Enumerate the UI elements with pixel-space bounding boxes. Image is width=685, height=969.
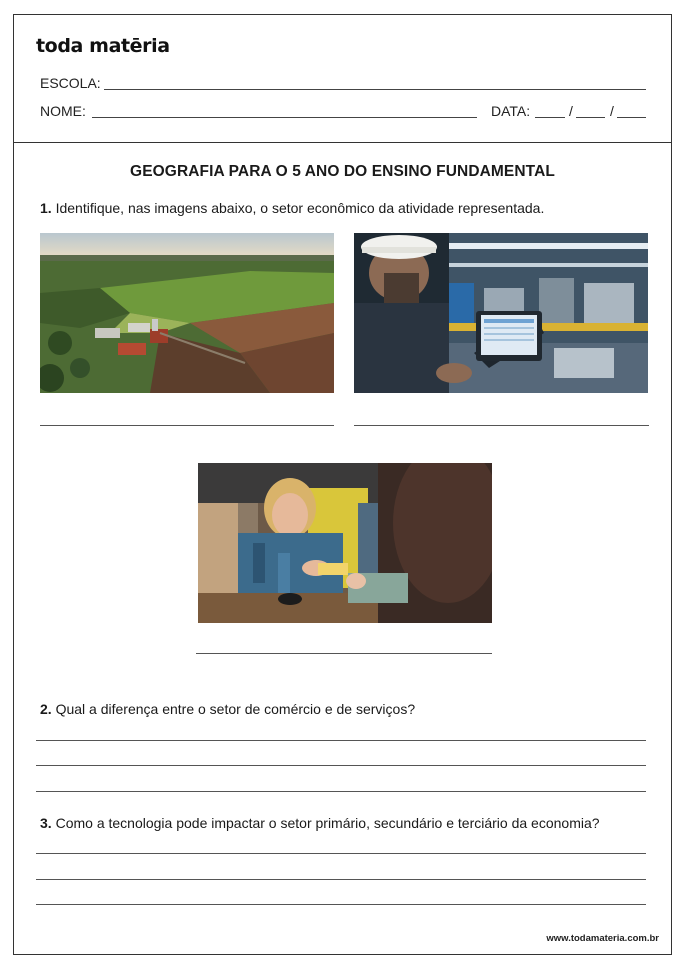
answer-line[interactable]: [36, 879, 646, 880]
date-day-line[interactable]: [535, 117, 565, 118]
question-1: [40, 200, 544, 216]
question-2: [40, 701, 415, 717]
footer-url[interactable]: www.todamateria.com.br: [546, 933, 659, 944]
answer-line-image-2[interactable]: [354, 425, 649, 426]
school-input-line[interactable]: [104, 89, 646, 90]
school-label: ESCOLA:: [40, 75, 101, 91]
answer-line[interactable]: [36, 740, 646, 741]
answer-line[interactable]: [36, 904, 646, 905]
question-number: 1.: [40, 200, 52, 216]
date-year-line[interactable]: [617, 117, 646, 118]
shop-payment-photo: [198, 463, 492, 623]
farm-landscape-photo: [40, 233, 334, 393]
question-text: Identifique, nas imagens abaixo, o setor econômico da atividade representada.: [55, 200, 545, 216]
brand-logo: toda matēria: [36, 35, 170, 57]
question-text: Como a tecnologia pode impactar o setor primário, secundário e terciário da economia?: [55, 815, 600, 831]
date-separator: /: [610, 103, 614, 119]
worksheet-title: GEOGRAFIA PARA O 5 ANO DO ENSINO FUNDAMENTAL: [130, 163, 555, 180]
answer-line[interactable]: [36, 791, 646, 792]
date-separator: /: [569, 103, 573, 119]
question-number: 2.: [40, 701, 52, 717]
date-label: DATA:: [491, 103, 531, 119]
question-text: Qual a diferença entre o setor de comércio e de serviços?: [55, 701, 416, 717]
answer-line-image-3[interactable]: [196, 653, 492, 654]
header: [14, 15, 671, 143]
name-label: NOME:: [40, 103, 86, 119]
worksheet: [13, 14, 672, 955]
date-month-line[interactable]: [576, 117, 605, 118]
answer-line[interactable]: [36, 765, 646, 766]
name-input-line[interactable]: [92, 117, 477, 118]
answer-line[interactable]: [36, 853, 646, 854]
question-3: [40, 815, 600, 831]
answer-line-image-1[interactable]: [40, 425, 334, 426]
factory-worker-photo: [354, 233, 648, 393]
question-number: 3.: [40, 815, 52, 831]
